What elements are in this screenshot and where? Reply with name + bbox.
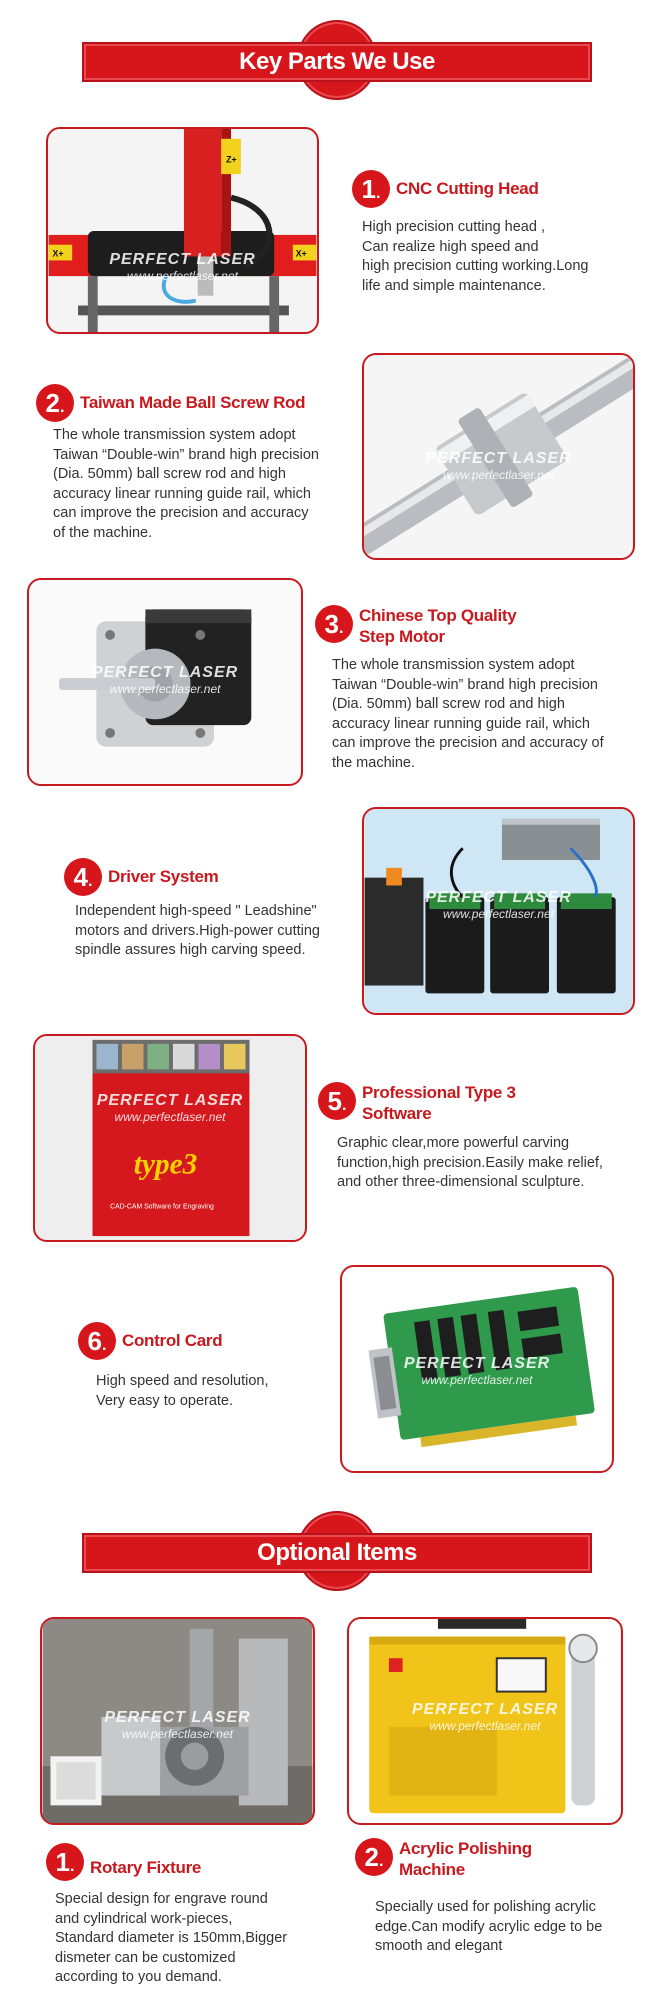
watermark-url: www.perfectlaser.net <box>127 269 238 283</box>
axis-x-left-label: X+ <box>52 248 64 259</box>
optional-2-heading <box>355 1838 532 1880</box>
part-4-heading <box>64 858 218 896</box>
book-subtitle: CAD-CAM Software for Engraving <box>110 1203 214 1211</box>
optional-1-description: Special design for engrave round and cylindrical work-pieces, Standard diameter is 150mm,Bigger dismeter can be customized according to you demand. <box>55 1891 288 1985</box>
part-4-number-badge: 4. <box>64 858 102 896</box>
part-4-description: Independent high-speed " Leadshine" motors and drivers.High-power cutting spindle assures high carving speed. <box>75 903 320 958</box>
part-1-heading <box>352 170 539 208</box>
part-1-title: CNC Cutting Head <box>396 179 539 198</box>
driver-system-photo <box>362 807 635 1015</box>
cnc-head-illustration <box>48 129 317 332</box>
watermark: PERFECT LASER www.perfectlaser.net <box>425 450 572 482</box>
part-2-number-badge: 2. <box>36 384 74 422</box>
cnc-cutting-head-photo <box>46 127 319 334</box>
watermark-brand: PERFECT LASER <box>109 251 256 268</box>
rotary-fixture-photo <box>40 1617 315 1825</box>
part-3-number-badge: 3. <box>315 605 353 643</box>
step-motor-photo <box>27 578 303 786</box>
part-5-title: Professional Type 3 Software <box>362 1083 516 1123</box>
optional-1-title: Rotary Fixture <box>90 1858 202 1877</box>
optional-1-number-badge: 1. <box>46 1843 84 1881</box>
part-2-heading <box>36 384 305 422</box>
type3-software-photo <box>33 1034 307 1242</box>
acrylic-polishing-machine-photo <box>347 1617 623 1825</box>
part-3-title: Chinese Top Quality Step Motor <box>359 606 517 646</box>
ball-screw-illustration <box>364 355 633 558</box>
part-6-title: Control Card <box>122 1331 223 1350</box>
part-5-description: Graphic clear,more powerful carving function,high precision.Easily make relief, and other three-dimensional sculpture. <box>337 1135 603 1190</box>
optional-2-number-badge: 2. <box>355 1838 393 1876</box>
optional-1-heading <box>46 1843 201 1881</box>
part-5-number-badge: 5. <box>318 1082 356 1120</box>
axis-x-right-label: X+ <box>295 248 307 259</box>
part-2-title: Taiwan Made Ball Screw Rod <box>80 393 306 412</box>
watermark: PERFECT LASER www.perfectlaser.net <box>96 1092 244 1124</box>
watermark: PERFECT LASER www.perfectlaser.net <box>425 889 572 921</box>
type3-book-illustration <box>35 1036 305 1240</box>
watermark: PERFECT LASER www.perfectlaser.net <box>403 1355 551 1387</box>
book-logo: type3 <box>133 1148 198 1181</box>
watermark: PERFECT LASER www.perfectlaser.net <box>104 1709 251 1741</box>
part-3-heading <box>315 605 516 647</box>
optional-2-description: Specially used for polishing acrylic edge.Can modify acrylic edge to be smooth and elegant <box>375 1899 603 1954</box>
optional-2-title: Acrylic Polishing Machine <box>399 1839 532 1879</box>
part-1-description: High precision cutting head , Can realize high speed and high precision cutting working.Long life and simple maintenance. <box>362 219 589 294</box>
part-6-number-badge: 6. <box>78 1322 116 1360</box>
driver-system-illustration <box>364 809 633 1013</box>
step-motor-illustration <box>29 580 301 784</box>
key-parts-title: Key Parts We Use <box>239 48 435 75</box>
control-card-photo <box>340 1265 614 1473</box>
key-parts-banner <box>82 42 592 82</box>
polishing-machine-illustration <box>349 1619 621 1823</box>
part-3-description: The whole transmission system adopt Taiwan “Double-win” brand high precision (Dia. 50mm) ball screw rod and high accuracy linear running guide rail, which can improve the precision and accuracy of the machine. <box>332 657 604 771</box>
ball-screw-photo <box>362 353 635 560</box>
axis-z-label: Z+ <box>226 154 237 165</box>
part-1-number-badge: 1. <box>352 170 390 208</box>
optional-items-banner <box>82 1533 592 1573</box>
control-card-illustration <box>342 1267 612 1471</box>
part-2-description: The whole transmission system adopt Taiwan “Double-win” brand high precision (Dia. 50mm) ball screw rod and high accuracy linear running guide rail, which can improve the precision and accuracy of the machine. <box>53 427 319 541</box>
watermark: PERFECT LASER www.perfectlaser.net <box>91 664 239 696</box>
watermark: PERFECT LASER www.perfectlaser.net <box>411 1701 559 1733</box>
part-6-description: High speed and resolution, Very easy to operate. <box>96 1373 269 1409</box>
part-5-heading <box>318 1082 516 1124</box>
part-4-title: Driver System <box>108 867 219 886</box>
part-6-heading <box>78 1322 222 1360</box>
optional-items-title: Optional Items <box>257 1539 417 1566</box>
rotary-fixture-illustration <box>42 1619 313 1823</box>
